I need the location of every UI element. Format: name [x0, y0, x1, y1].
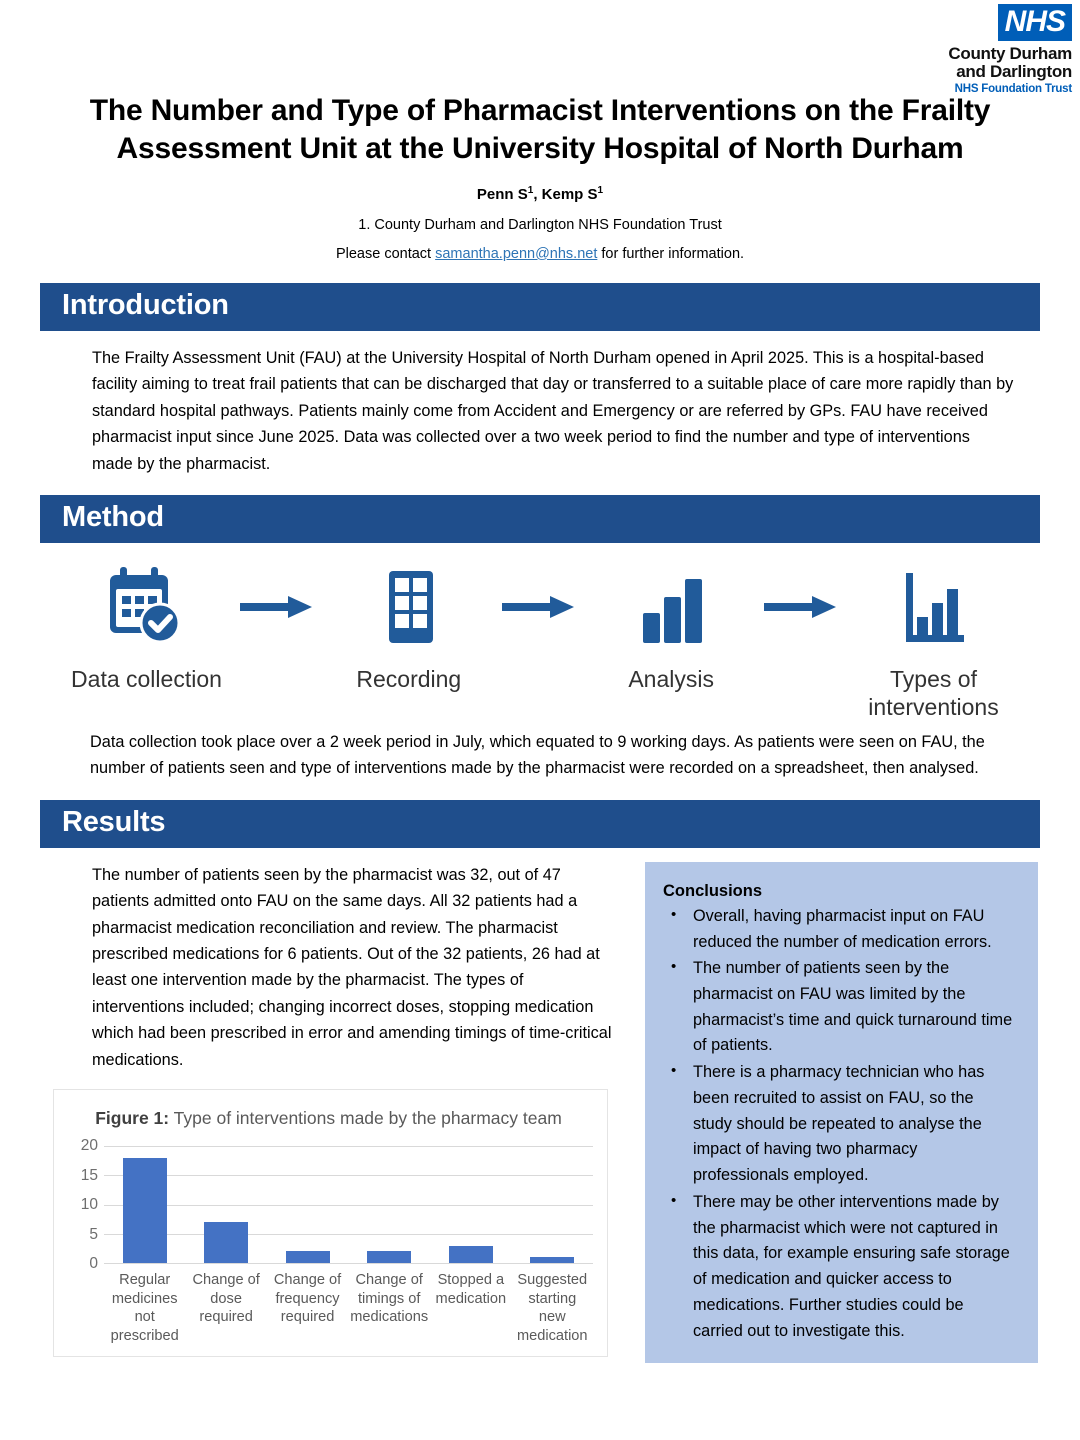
flow-label-recording: Recording	[356, 665, 462, 692]
x-axis-label: Change of frequency required	[273, 1272, 342, 1326]
introduction-body: The Frailty Assessment Unit (FAU) at the University Hospital of North Durham opened in April 2025. This is a hospital-based facility aiming to treat frail patients that can be discharged that day or transferred to a suitable place of care more rapidly than by standard hospital pathways. Patients mainly come from Accident and Emergency or are referred by GPs. FAU have received pharmacist input since June 2025. Data was collected over a two week period to find the number and type of interventions made by the pharmacist.	[92, 348, 1014, 474]
y-tick-15: 15	[80, 1166, 98, 1184]
conclusions-panel	[645, 862, 1038, 1363]
bar-chart-ascending-icon	[627, 561, 715, 653]
results-body: The number of patients seen by the pharmacist was 32, out of 47 patients admitted onto FAU on the same days. All 32 patients had a pharmacist medication reconciliation and review. The pharmacist prescribed medications for 6 patients. Out of the 32 patients, 26 had at least one intervention made by the pharmacist. The types of interventions included; changing incorrect doses, stopping medication which had been prescribed in error and amending timings of time-critical medications.	[92, 865, 612, 1069]
chart-plot-area	[64, 1137, 593, 1273]
x-axis-label: Change of dose required	[192, 1272, 260, 1326]
chart-bar	[204, 1222, 248, 1263]
table-grid-icon	[365, 561, 453, 653]
bar-slot	[267, 1146, 349, 1263]
affiliation: 1. County Durham and Darlington NHS Foundation Trust	[358, 216, 722, 233]
chart-x-axis-labels	[104, 1271, 593, 1346]
bar-chart-mixed-icon	[890, 561, 978, 653]
flow-label-types-of-interventions: Types of interventions	[868, 665, 999, 720]
conclusion-item: • There is a pharmacy technician who has been recruited to assist on FAU, so the study should be repeated to analyse the impact of having two pharmacy professionals employed.	[663, 1060, 1016, 1189]
method-body: Data collection took place over a 2 week period in July, which equated to 9 working days. As patients were seen on FAU, the number of patients seen and type of interventions made by the pharmacist were recorded on a spreadsheet, then analysed.	[90, 732, 985, 778]
x-axis-label: Regular medicines not prescribed	[110, 1272, 179, 1345]
flow-step-analysis	[585, 561, 758, 693]
chart-bar	[367, 1251, 411, 1263]
contact-prefix: Please contact	[335, 245, 436, 262]
conclusions-heading: Conclusions	[663, 881, 763, 900]
results-layout	[0, 848, 1080, 1363]
results-left-column	[40, 862, 615, 1357]
chart-bar	[530, 1257, 574, 1263]
contact-email-link[interactable]: samantha.penn@nhs.net	[435, 245, 598, 262]
arrow-right-icon-1	[233, 561, 322, 653]
trust-name	[904, 45, 1072, 81]
y-tick-20: 20	[80, 1137, 98, 1155]
bar-slot	[104, 1146, 186, 1263]
chart-bars	[104, 1146, 593, 1263]
chart-title	[64, 1104, 593, 1130]
bar-slot	[430, 1146, 512, 1263]
nhs-wordmark: NHS	[998, 4, 1072, 41]
section-heading-introduction: Introduction	[40, 283, 1040, 331]
contact-suffix: for further information.	[597, 245, 745, 262]
section-heading-results: Results	[40, 800, 1040, 848]
trust-subtitle: NHS Foundation Trust	[954, 82, 1072, 95]
author-one-affil-marker: 1	[527, 184, 534, 196]
flow-label-data-collection: Data collection	[71, 665, 222, 692]
chart-plot	[104, 1146, 593, 1264]
flow-step-data-collection	[60, 561, 233, 693]
chart-title-label: Figure 1:	[95, 1107, 170, 1128]
section-heading-method: Method	[40, 495, 1040, 543]
figure-1-chart	[53, 1089, 608, 1357]
authors-line	[55, 185, 1025, 203]
author-two: , Kemp S	[533, 185, 598, 203]
bar-slot	[186, 1146, 268, 1263]
y-tick-5: 5	[89, 1225, 98, 1243]
page-title: The Number and Type of Pharmacist Interventions on the Frailty Assessment Unit at the University Hospital of North Durham	[89, 94, 991, 166]
flow-step-types-of-interventions	[847, 561, 1020, 721]
flow-step-recording	[322, 561, 495, 693]
contact-line	[55, 246, 1025, 262]
bar-slot	[349, 1146, 431, 1263]
trust-name-line2: and Darlington	[956, 61, 1072, 81]
conclusion-item: • There may be other interventions made by the pharmacist which were not captured in this data, for example ensuring safe storage of medication and quicker access to medications. Further studies could be carried out to investigate this.	[663, 1190, 1016, 1344]
calendar-check-icon	[102, 561, 190, 653]
arrow-right-icon-3	[758, 561, 847, 653]
author-one: Penn S	[476, 185, 528, 203]
conclusion-item: • Overall, having pharmacist input on FAU reduced the number of medication errors.	[663, 904, 1016, 955]
chart-y-axis	[64, 1137, 104, 1273]
author-two-affil-marker: 1	[597, 184, 604, 196]
conclusions-list	[663, 904, 1016, 1344]
nhs-logo	[904, 4, 1072, 95]
chart-bar	[123, 1158, 167, 1263]
chart-bar	[286, 1251, 330, 1263]
trust-name-line1: County Durham	[948, 44, 1072, 63]
method-flow-diagram	[0, 543, 1080, 721]
x-axis-label: Stopped a medication	[435, 1272, 507, 1307]
conclusion-item: • The number of patients seen by the pharmacist on FAU was limited by the pharmacist’s time and quick turnaround time of patients.	[663, 956, 1016, 1059]
y-tick-10: 10	[80, 1196, 98, 1214]
chart-bar	[449, 1246, 493, 1264]
flow-label-analysis: Analysis	[628, 665, 714, 692]
arrow-right-icon-2	[495, 561, 584, 653]
x-axis-label: Change of timings of medications	[350, 1272, 429, 1326]
chart-title-text: Type of interventions made by the pharmacy team	[169, 1107, 562, 1128]
y-tick-0: 0	[89, 1255, 98, 1273]
bar-slot	[512, 1146, 594, 1263]
x-axis-label: Suggested starting new medication	[516, 1272, 588, 1345]
